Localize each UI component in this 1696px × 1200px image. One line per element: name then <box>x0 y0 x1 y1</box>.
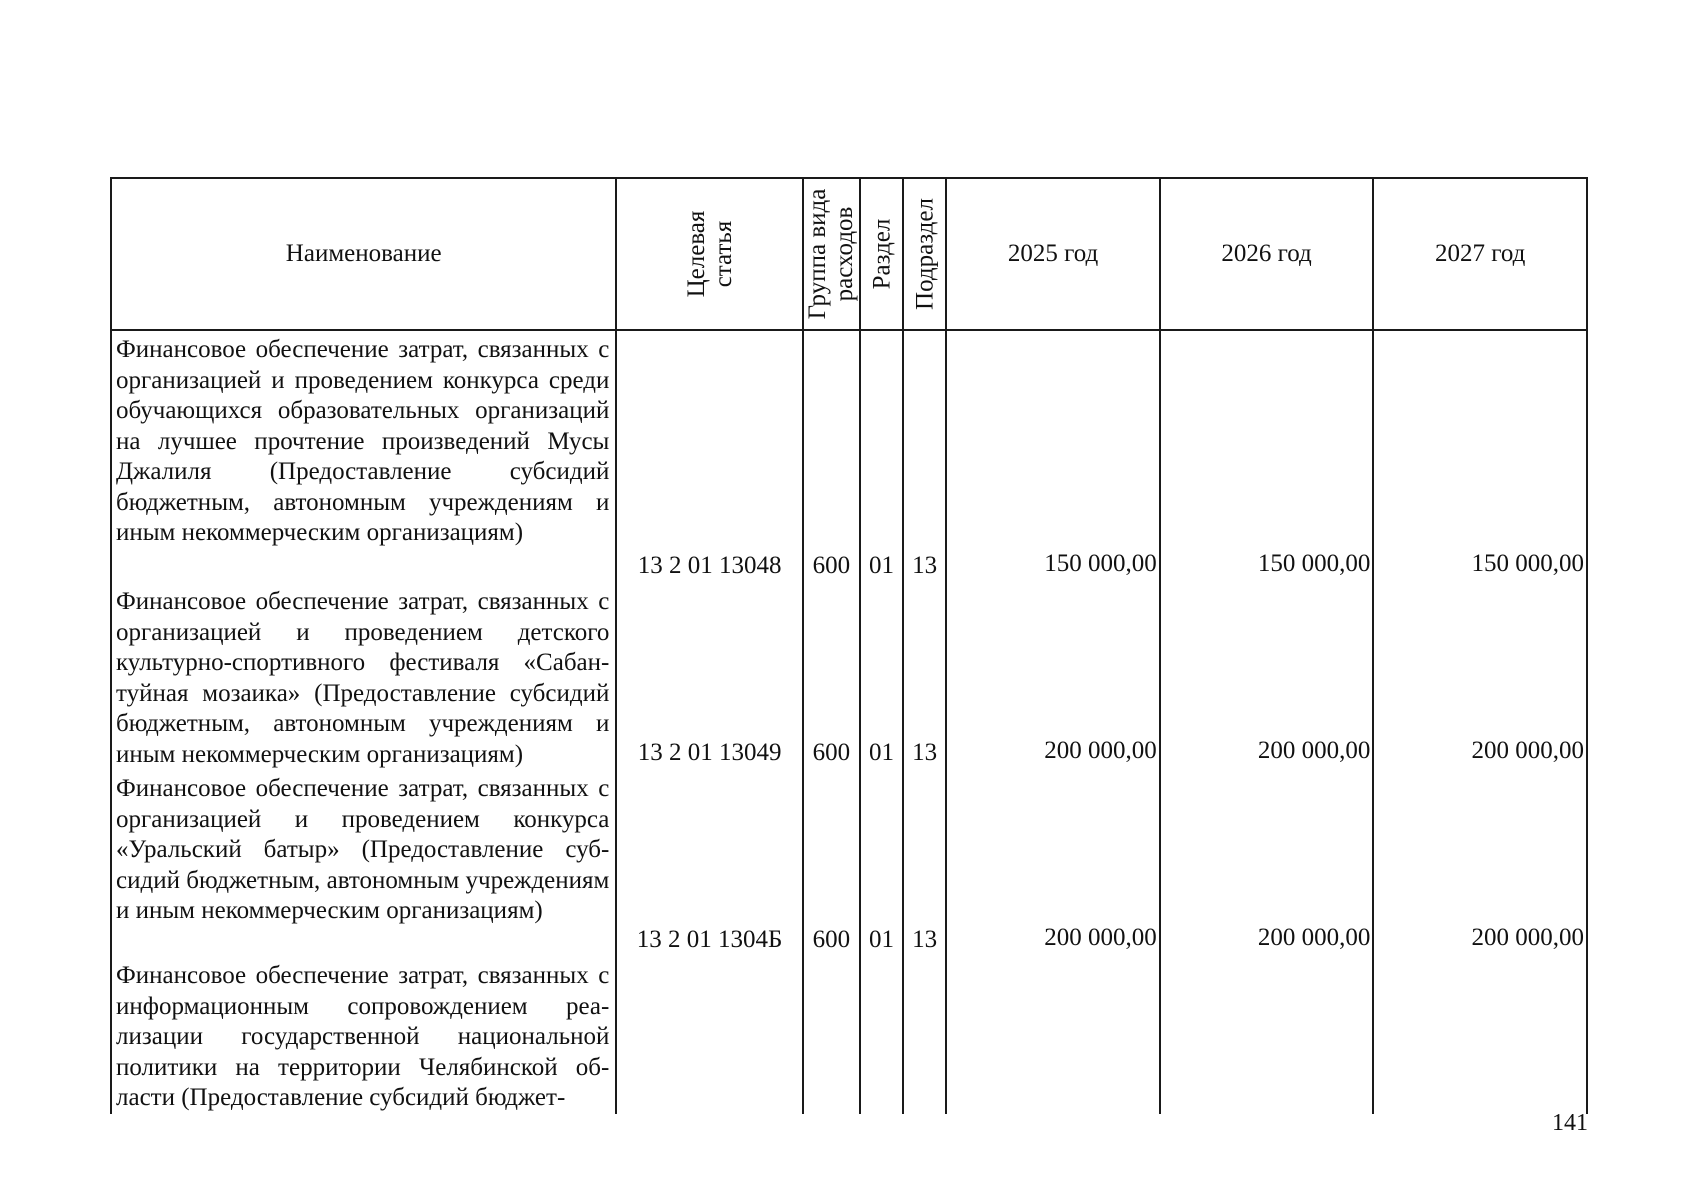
table-row <box>111 770 1587 957</box>
header-expense-group-label: Группа вида расходов <box>804 188 859 320</box>
row-target-article <box>616 957 803 1114</box>
table-row <box>111 957 1587 1114</box>
header-expense-group <box>803 178 860 330</box>
header-name: Наименование <box>111 178 616 330</box>
row-subsection: 13 <box>903 330 946 583</box>
row-amount-2026: 150 000,00 <box>1160 330 1374 583</box>
page-number: 141 <box>1552 1110 1588 1136</box>
row-section: 01 <box>860 583 903 770</box>
row-amount-2027: 200 000,00 <box>1373 583 1587 770</box>
budget-table <box>110 177 1588 1114</box>
row-expense-group <box>803 957 860 1114</box>
row-subsection: 13 <box>903 583 946 770</box>
row-section <box>860 957 903 1114</box>
row-section: 01 <box>860 330 903 583</box>
table-row <box>111 330 1587 583</box>
row-name: Финансовое обеспечение затрат, связанных с организацией и проведением конкурса среди обучающихся образовательных организаций на лучшее прочтение произведений Мусы Джалиля (Предоставление субсидий бюджетным, автономным учреждениям и иным некоммерческим организациям) <box>111 330 616 583</box>
row-amount-2027: 150 000,00 <box>1373 330 1587 583</box>
row-target-article: 13 2 01 13048 <box>616 330 803 583</box>
row-section: 01 <box>860 770 903 957</box>
row-name: Финансовое обеспечение затрат, связанных с информационным сопровождением реализации государственной национальной политики на территории Челябинской области (Предоставление субсидий бюджет- <box>111 957 616 1114</box>
row-target-article: 13 2 01 1304Б <box>616 770 803 957</box>
header-year-2025: 2025 год <box>946 178 1160 330</box>
row-subsection: 13 <box>903 770 946 957</box>
row-amount-2026: 200 000,00 <box>1160 770 1374 957</box>
row-target-article: 13 2 01 13049 <box>616 583 803 770</box>
row-expense-group: 600 <box>803 770 860 957</box>
row-amount-2027: 200 000,00 <box>1373 770 1587 957</box>
row-amount-2025: 200 000,00 <box>946 770 1160 957</box>
row-amount-2026 <box>1160 957 1374 1114</box>
header-section <box>860 178 903 330</box>
row-name: Финансовое обеспечение затрат, связанных с организацией и проведением детского культурно-спортивного фестиваля «Сабантуйная мозаика» (Предоставление субсидий бюджетным, автономным учреждениям и иным некоммерческим организациям) <box>111 583 616 770</box>
header-year-2027: 2027 год <box>1373 178 1587 330</box>
row-amount-2027 <box>1373 957 1587 1114</box>
table-row <box>111 583 1587 770</box>
header-section-label: Раздел <box>868 218 896 290</box>
header-target-article-label: Целевая статья <box>682 210 737 298</box>
row-amount-2025: 150 000,00 <box>946 330 1160 583</box>
row-name: Финансовое обеспечение затрат, связанных с организацией и проведением конкурса «Уральский батыр» (Предоставление субсидий бюджетным, автономным учреждениям и иным некоммерческим организациям) <box>111 770 616 957</box>
header-year-2026: 2026 год <box>1160 178 1374 330</box>
row-amount-2026: 200 000,00 <box>1160 583 1374 770</box>
row-subsection <box>903 957 946 1114</box>
header-target-article <box>616 178 803 330</box>
row-expense-group: 600 <box>803 330 860 583</box>
header-subsection-label: Подраздел <box>911 198 939 310</box>
header-row <box>111 178 1587 330</box>
header-subsection <box>903 178 946 330</box>
row-amount-2025 <box>946 957 1160 1114</box>
row-amount-2025: 200 000,00 <box>946 583 1160 770</box>
row-expense-group: 600 <box>803 583 860 770</box>
